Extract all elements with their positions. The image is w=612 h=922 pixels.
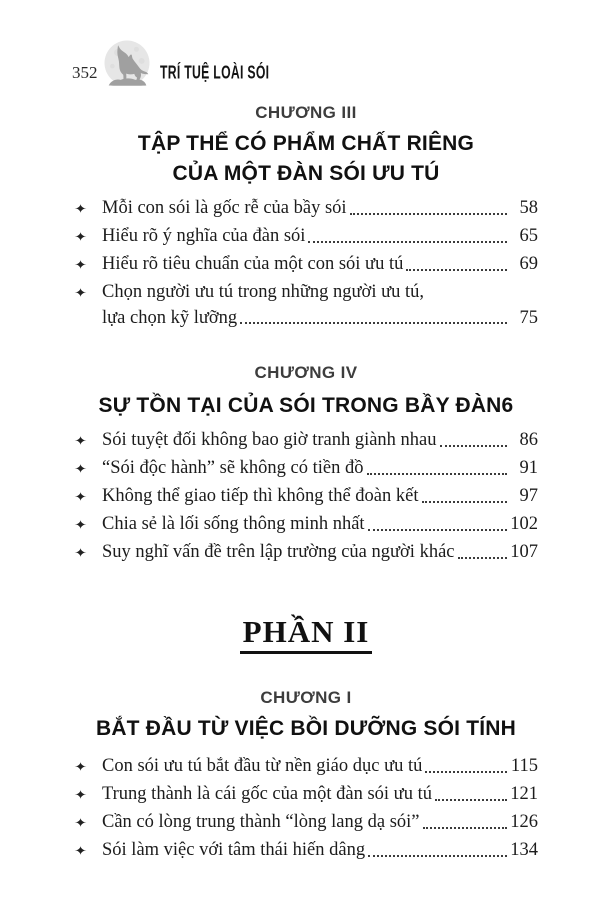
dot-leader bbox=[308, 241, 507, 243]
dot-leader bbox=[368, 529, 507, 531]
entry-page-number: 102 bbox=[510, 514, 538, 534]
page-header bbox=[72, 38, 311, 86]
entry-text: Chọn người ưu tú trong những người ưu tú, bbox=[102, 282, 425, 302]
dot-leader bbox=[458, 557, 508, 559]
chapter-3-title-line-1: TẬP THỂ CÓ PHẨM CHẤT RIÊNG bbox=[137, 132, 475, 155]
star-bullet-icon: ✦ bbox=[74, 759, 88, 774]
dot-leader bbox=[440, 445, 507, 447]
entry-text: Mỗi con sói là gốc rễ của bầy sói bbox=[102, 198, 347, 218]
dot-leader bbox=[406, 269, 507, 271]
chapter-1-toc-list bbox=[74, 752, 538, 864]
star-bullet-icon: ✦ bbox=[74, 229, 88, 244]
entry-page-number: 58 bbox=[519, 198, 538, 218]
star-bullet-icon: ✦ bbox=[74, 787, 88, 802]
toc-entry bbox=[74, 482, 538, 510]
toc-entry-continuation bbox=[74, 306, 538, 331]
dot-leader bbox=[240, 322, 507, 324]
chapter-1-title: BẮT ĐẦU TỪ VIỆC BỒI DƯỠNG SÓI TÍNH bbox=[95, 717, 517, 740]
toc-entry bbox=[74, 454, 538, 482]
entry-text: Trung thành là cái gốc của một đàn sói ưu tú bbox=[102, 784, 432, 804]
star-bullet-icon: ✦ bbox=[74, 257, 88, 272]
entry-page-number: 97 bbox=[519, 486, 538, 506]
dot-leader bbox=[367, 473, 507, 475]
toc-entry bbox=[74, 250, 538, 278]
dot-leader bbox=[423, 827, 507, 829]
star-bullet-icon: ✦ bbox=[74, 517, 88, 532]
entry-text: Hiểu rõ tiêu chuẩn của một con sói ưu tú bbox=[102, 254, 404, 274]
entry-text: Sói tuyệt đối không bao giờ tranh giành nhau bbox=[102, 430, 437, 450]
toc-entry bbox=[74, 780, 538, 808]
star-bullet-icon: ✦ bbox=[74, 815, 88, 830]
entry-page-number: 69 bbox=[519, 254, 538, 274]
part-2-heading: PHẦN II bbox=[240, 614, 373, 654]
entry-text: “Sói độc hành” sẽ không có tiền đồ bbox=[102, 458, 364, 478]
toc-entry bbox=[74, 538, 538, 566]
entry-page-number: 126 bbox=[510, 812, 538, 832]
star-bullet-icon: ✦ bbox=[74, 433, 88, 448]
toc-entry bbox=[74, 278, 538, 306]
chapter-3-label: CHƯƠNG III bbox=[255, 103, 357, 122]
dot-leader bbox=[435, 799, 507, 801]
entry-page-number: 134 bbox=[510, 840, 538, 860]
wolf-moon-logo-icon bbox=[104, 40, 150, 86]
entry-text: Chia sẻ là lối sống thông minh nhất bbox=[102, 514, 365, 534]
chapter-1-label: CHƯƠNG I bbox=[260, 688, 352, 707]
part-2-heading-wrap bbox=[0, 614, 612, 654]
page-number: 352 bbox=[72, 63, 98, 82]
entry-text: lựa chọn kỹ lưỡng bbox=[102, 308, 238, 328]
entry-page-number: 75 bbox=[519, 308, 538, 328]
star-bullet-icon: ✦ bbox=[74, 461, 88, 476]
toc-entry bbox=[74, 836, 538, 864]
toc-entry bbox=[74, 222, 538, 250]
toc-entry bbox=[74, 808, 538, 836]
toc-entry bbox=[74, 752, 538, 780]
chapter-3-title bbox=[0, 129, 612, 189]
entry-page-number: 115 bbox=[510, 756, 538, 776]
star-bullet-icon: ✦ bbox=[74, 843, 88, 858]
entry-text: Sói làm việc với tâm thái hiến dâng bbox=[102, 840, 366, 860]
toc-entry bbox=[74, 194, 538, 222]
star-bullet-icon: ✦ bbox=[74, 545, 88, 560]
entry-page-number: 121 bbox=[510, 784, 538, 804]
chapter-4-title: SỰ TỒN TẠI CỦA SÓI TRONG BẦY ĐÀN6 bbox=[98, 394, 514, 417]
entry-text: Suy nghĩ vấn đề trên lập trường của người khác bbox=[102, 542, 455, 562]
book-title: TRÍ TUỆ LOÀI SÓI bbox=[159, 62, 269, 83]
star-bullet-icon: ✦ bbox=[74, 489, 88, 504]
dot-leader bbox=[425, 771, 507, 773]
entry-text: Con sói ưu tú bắt đầu từ nền giáo dục ưu tú bbox=[102, 756, 423, 776]
entry-text: Cần có lòng trung thành “lòng lang dạ sói” bbox=[102, 812, 420, 832]
entry-page-number: 86 bbox=[519, 430, 538, 450]
entry-page-number: 65 bbox=[519, 226, 538, 246]
entry-page-number: 91 bbox=[519, 458, 538, 478]
dot-leader bbox=[422, 501, 508, 503]
star-bullet-icon: ✦ bbox=[74, 285, 88, 300]
dot-leader bbox=[368, 855, 507, 857]
toc-entry bbox=[74, 426, 538, 454]
chapter-3-title-line-2: CỦA MỘT ĐÀN SÓI ƯU TÚ bbox=[172, 162, 440, 185]
chapter-4-toc-list bbox=[74, 426, 538, 566]
entry-text: Hiểu rõ ý nghĩa của đàn sói bbox=[102, 226, 306, 246]
dot-leader bbox=[350, 213, 507, 215]
star-bullet-icon: ✦ bbox=[74, 201, 88, 216]
entry-text: Không thể giao tiếp thì không thể đoàn kết bbox=[102, 486, 419, 506]
chapter-4-label: CHƯƠNG IV bbox=[254, 363, 358, 382]
toc-entry bbox=[74, 510, 538, 538]
chapter-3-toc-list bbox=[74, 194, 538, 331]
entry-page-number: 107 bbox=[510, 542, 538, 562]
